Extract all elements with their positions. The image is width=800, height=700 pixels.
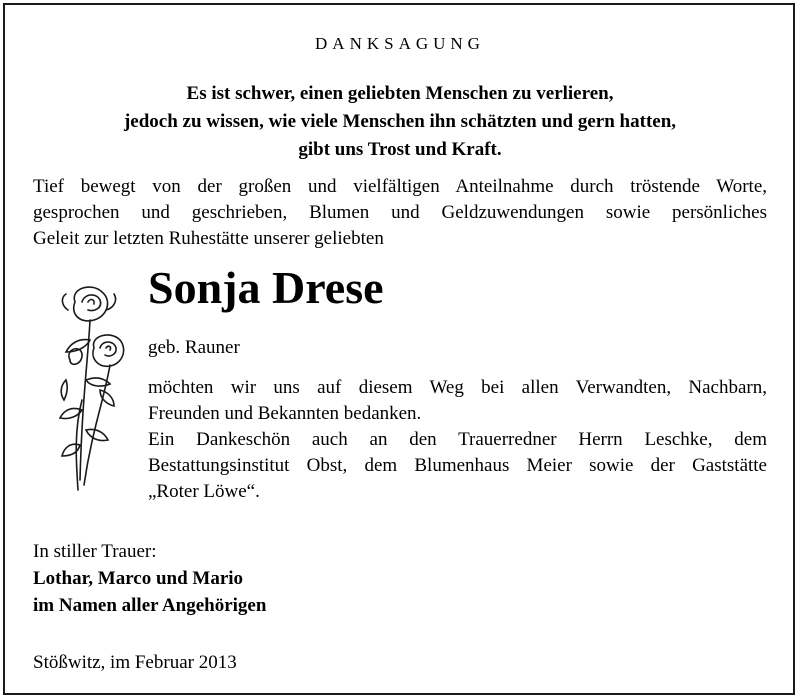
- deceased-name: Sonja Drese: [148, 262, 384, 313]
- thanks-line: Ein Dankeschön auch an den Trauerredner Herrn Leschke, dem: [148, 429, 767, 450]
- thanks-line: möchten wir uns auf diesem Weg bei allen Verwandten, Nachbarn,: [148, 377, 767, 398]
- thanks-line: Freunden und Bekannten bedanken.: [148, 403, 422, 424]
- quote-block: [0, 80, 800, 164]
- notice-heading: DANKSAGUNG: [315, 34, 485, 53]
- quote-line: gibt uns Trost und Kraft.: [298, 139, 502, 160]
- signatory-line: Lothar, Marco und Mario: [33, 568, 244, 589]
- intro-line: gesprochen und geschrieben, Blumen und Geldzuwendungen sowie persönliches: [33, 202, 767, 223]
- signatory-line: im Namen aller Angehörigen: [33, 595, 267, 616]
- thanks-line: Bestattungsinstitut Obst, dem Blumenhaus Meier sowie der Gaststätte: [148, 455, 767, 476]
- intro-line: Tief bewegt von der großen und vielfältigen Anteilnahme durch tröstende Worte,: [33, 176, 767, 197]
- quote-line: Es ist schwer, einen geliebten Menschen zu verlieren,: [186, 83, 614, 104]
- intro-text: [33, 174, 767, 252]
- place-date: Stößwitz, im Februar 2013: [33, 652, 237, 673]
- maiden-name: geb. Rauner: [148, 337, 240, 358]
- intro-line: Geleit zur letzten Ruhestätte unserer geliebten: [33, 228, 384, 249]
- signature-block: [33, 538, 266, 619]
- thanks-text: [148, 375, 767, 505]
- rose-icon: [30, 280, 140, 495]
- quote-line: jedoch zu wissen, wie viele Menschen ihn schätzten und gern hatten,: [123, 111, 677, 132]
- mourning-label: In stiller Trauer:: [33, 541, 157, 562]
- thanks-line: „Roter Löwe“.: [148, 481, 260, 502]
